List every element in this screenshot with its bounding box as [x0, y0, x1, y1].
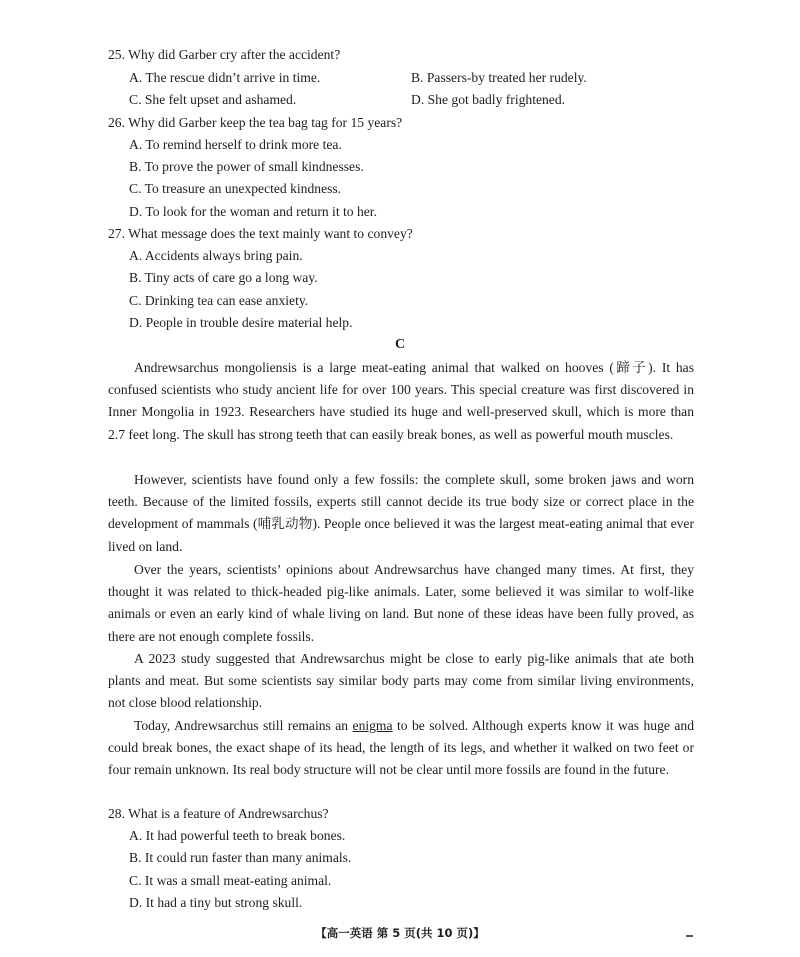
question-26-option-c: C. To treasure an unexpected kindness.: [129, 181, 342, 196]
question-26-stem: 26. Why did Garber keep the tea bag tag for 15 years?: [108, 115, 403, 130]
question-25-option-d: D. She got badly frightened.: [411, 92, 566, 107]
question-27-option-b: B. Tiny acts of care go a long way.: [129, 270, 318, 285]
passage-paragraph-3: Over the years, scientists’ opinions about Andrewsarchus have changed many times. At first, they thought it was related to thick-headed pig-like animals. Later, some believed it was similar to wolf-like animals or even an early kind of whale living on land. But none of these ideas have been fully proved, as there are not enough complete fossils.: [108, 562, 694, 644]
corner-dash-mark: [686, 935, 693, 937]
passage-paragraph-2: However, scientists have found only a few fossils: the complete skull, some broken jaws and worn teeth. Because of the limited fossils, experts still cannot decide its true body size or correct place in the development of mammals (哺乳动物). People once believed it was the largest meat-eating animal that ever lived on land.: [108, 472, 694, 554]
passage-paragraph-5: [108, 715, 694, 782]
underlined-word-enigma: enigma: [352, 718, 393, 733]
paragraph-5-text-end: to be solved. Although experts know it was huge and could break bones, the exact shape of its head, the length of its legs, and whether it walked on two feet or four remain unknown. Its real body structure will not be clear until more fossils are found in the future.: [108, 718, 694, 778]
question-27-option-c: C. Drinking tea can ease anxiety.: [129, 293, 309, 308]
question-27-option-a: A. Accidents always bring pain.: [129, 248, 303, 263]
question-25-option-c: C. She felt upset and ashamed.: [129, 92, 297, 107]
paragraph-5-text-start: Today, Andrewsarchus still remains an: [134, 718, 353, 733]
question-25-stem: 25. Why did Garber cry after the accident?: [108, 47, 341, 62]
question-28-option-a: A. It had powerful teeth to break bones.: [129, 828, 346, 843]
page-footer: 【高一英语 第 5 页(共 10 页)】: [315, 926, 485, 940]
question-26-option-d: D. To look for the woman and return it to her.: [129, 204, 377, 219]
question-25-option-b: B. Passers-by treated her rudely.: [411, 70, 587, 85]
question-26-option-a: A. To remind herself to drink more tea.: [129, 137, 342, 152]
question-28-option-c: C. It was a small meat-eating animal.: [129, 873, 332, 888]
section-label: C: [394, 337, 406, 352]
question-27-option-d: D. People in trouble desire material help.: [129, 315, 353, 330]
question-28-option-d: D. It had a tiny but strong skull.: [129, 895, 303, 910]
question-28-stem: 28. What is a feature of Andrewsarchus?: [108, 806, 329, 821]
question-25-option-a: A. The rescue didn’t arrive in time.: [129, 70, 321, 85]
question-26-option-b: B. To prove the power of small kindnesses.: [129, 159, 364, 174]
question-28-option-b: B. It could run faster than many animals.: [129, 850, 352, 865]
question-27-stem: 27. What message does the text mainly want to convey?: [108, 226, 413, 241]
passage-paragraph-4: A 2023 study suggested that Andrewsarchus might be close to early pig-like animals that ate both plants and meat. But some scientists say similar body parts may come from similar living environments, not close blood relationship.: [108, 651, 694, 711]
passage-paragraph-1: Andrewsarchus mongoliensis is a large meat-eating animal that walked on hooves (蹄子). It has confused scientists who study ancient life for over 100 years. This special creature was first discovered in Inner Mongolia in 1923. Researchers have studied its huge and well-preserved skull, which is more than 2.7 feet long. The skull has strong teeth that can easily break bones, as well as powerful mouth muscles.: [108, 360, 694, 442]
